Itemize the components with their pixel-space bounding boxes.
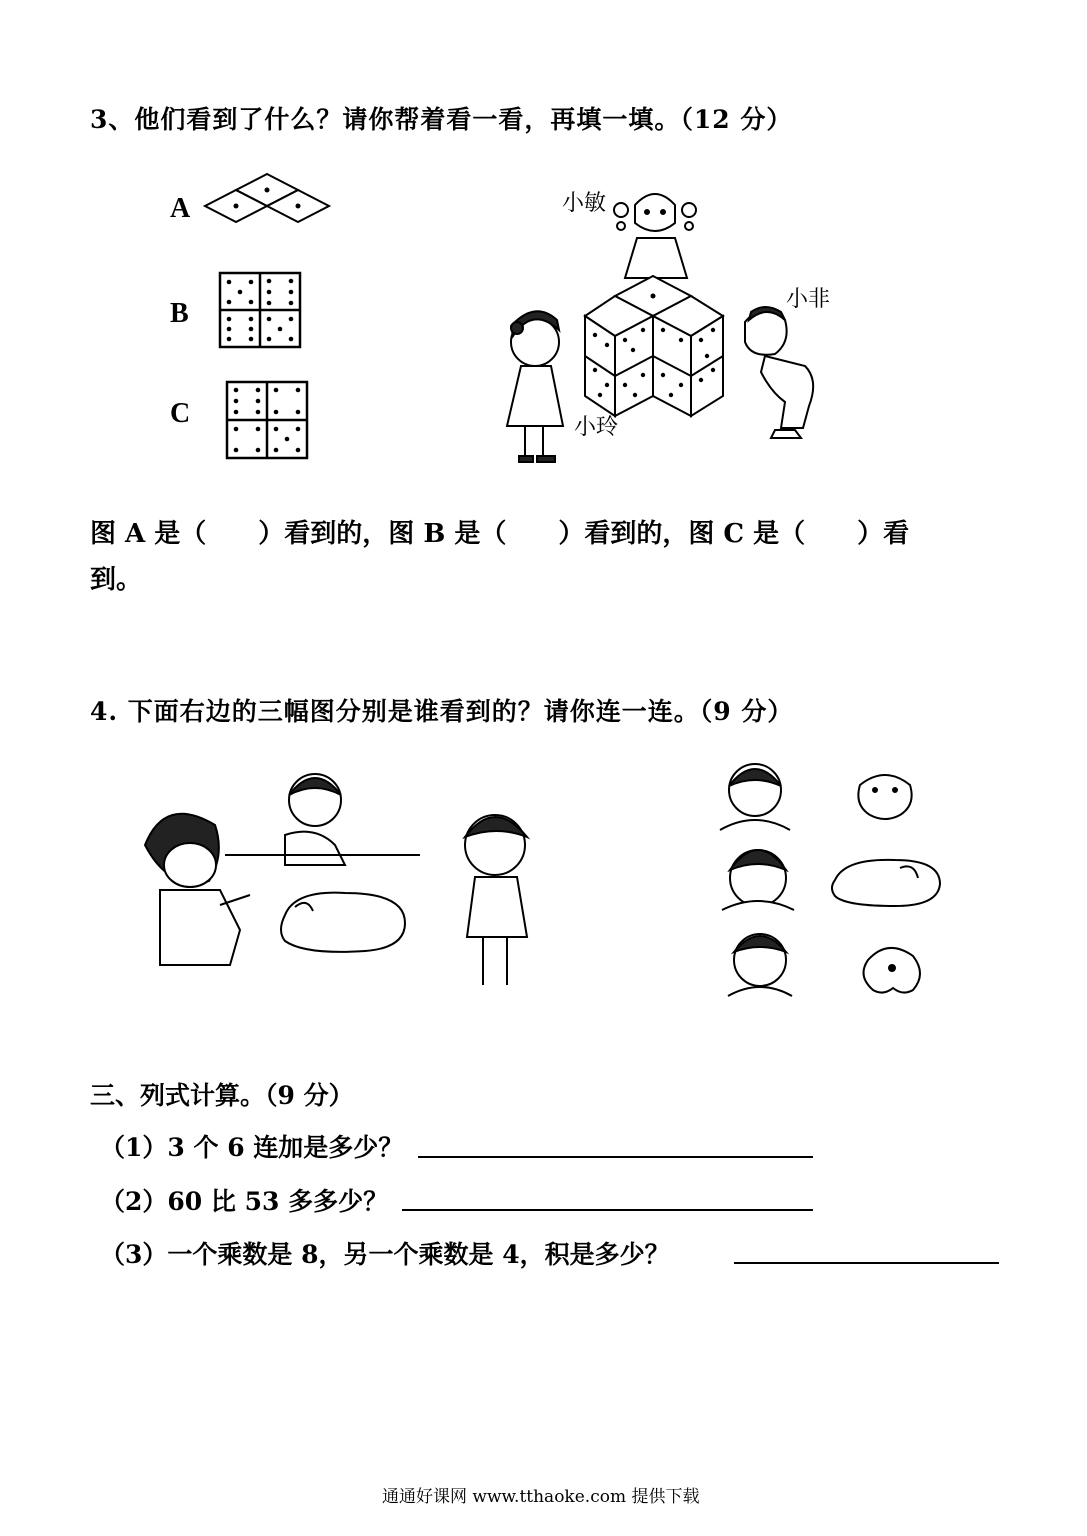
figure-c-dice-view — [226, 381, 310, 461]
option-a-label: A — [170, 193, 191, 224]
name-label-xiaofei: 小非 — [786, 287, 831, 312]
answer-line-2[interactable] — [402, 1209, 813, 1211]
figure-a-rhombus-view — [200, 170, 340, 240]
footer-source: 通通好课网 www.tthaoke.com 提供下载 — [382, 1487, 700, 1507]
dice-scene-illustration — [495, 180, 835, 480]
calc-item-1: （1）3 个 6 连加是多少？ — [100, 1133, 404, 1162]
name-label-xiaomin: 小敏 — [562, 191, 607, 216]
views-answer-illustrations — [710, 760, 960, 1005]
calc-item-2: （2）60 比 53 多多少？ — [100, 1187, 389, 1216]
answer-line-3[interactable] — [734, 1262, 999, 1264]
calc-item-3: （3）一个乘数是 8，另一个乘数是 4，积是多少？ — [100, 1240, 670, 1269]
option-c-label: C — [170, 398, 191, 429]
girl-xiaomin-figure — [614, 194, 696, 278]
question-4-title: 4. 下面右边的三幅图分别是谁看到的？请你连一连。（9 分） — [90, 697, 794, 726]
q3-fill-sentence-line1: 图 A 是（ ）看到的，图 B 是（ ）看到的，图 C 是（ ）看 — [90, 519, 910, 549]
figure-b-dice-view — [219, 272, 303, 350]
name-label-xiaoling: 小玲 — [574, 415, 619, 440]
question-3-title: 3、他们看到了什么？请你帮着看一看，再填一填。（12 分） — [90, 105, 793, 134]
option-b-label: B — [170, 298, 189, 329]
q3-fill-sentence-line2: 到。 — [90, 565, 143, 595]
boy-xiaofei-figure — [745, 307, 813, 438]
section-3-title: 三、列式计算。（9 分） — [90, 1081, 354, 1110]
girl-xiaoling-figure — [507, 311, 563, 462]
children-and-guinea-pig-illustration — [135, 765, 555, 995]
answer-line-1[interactable] — [418, 1156, 813, 1158]
